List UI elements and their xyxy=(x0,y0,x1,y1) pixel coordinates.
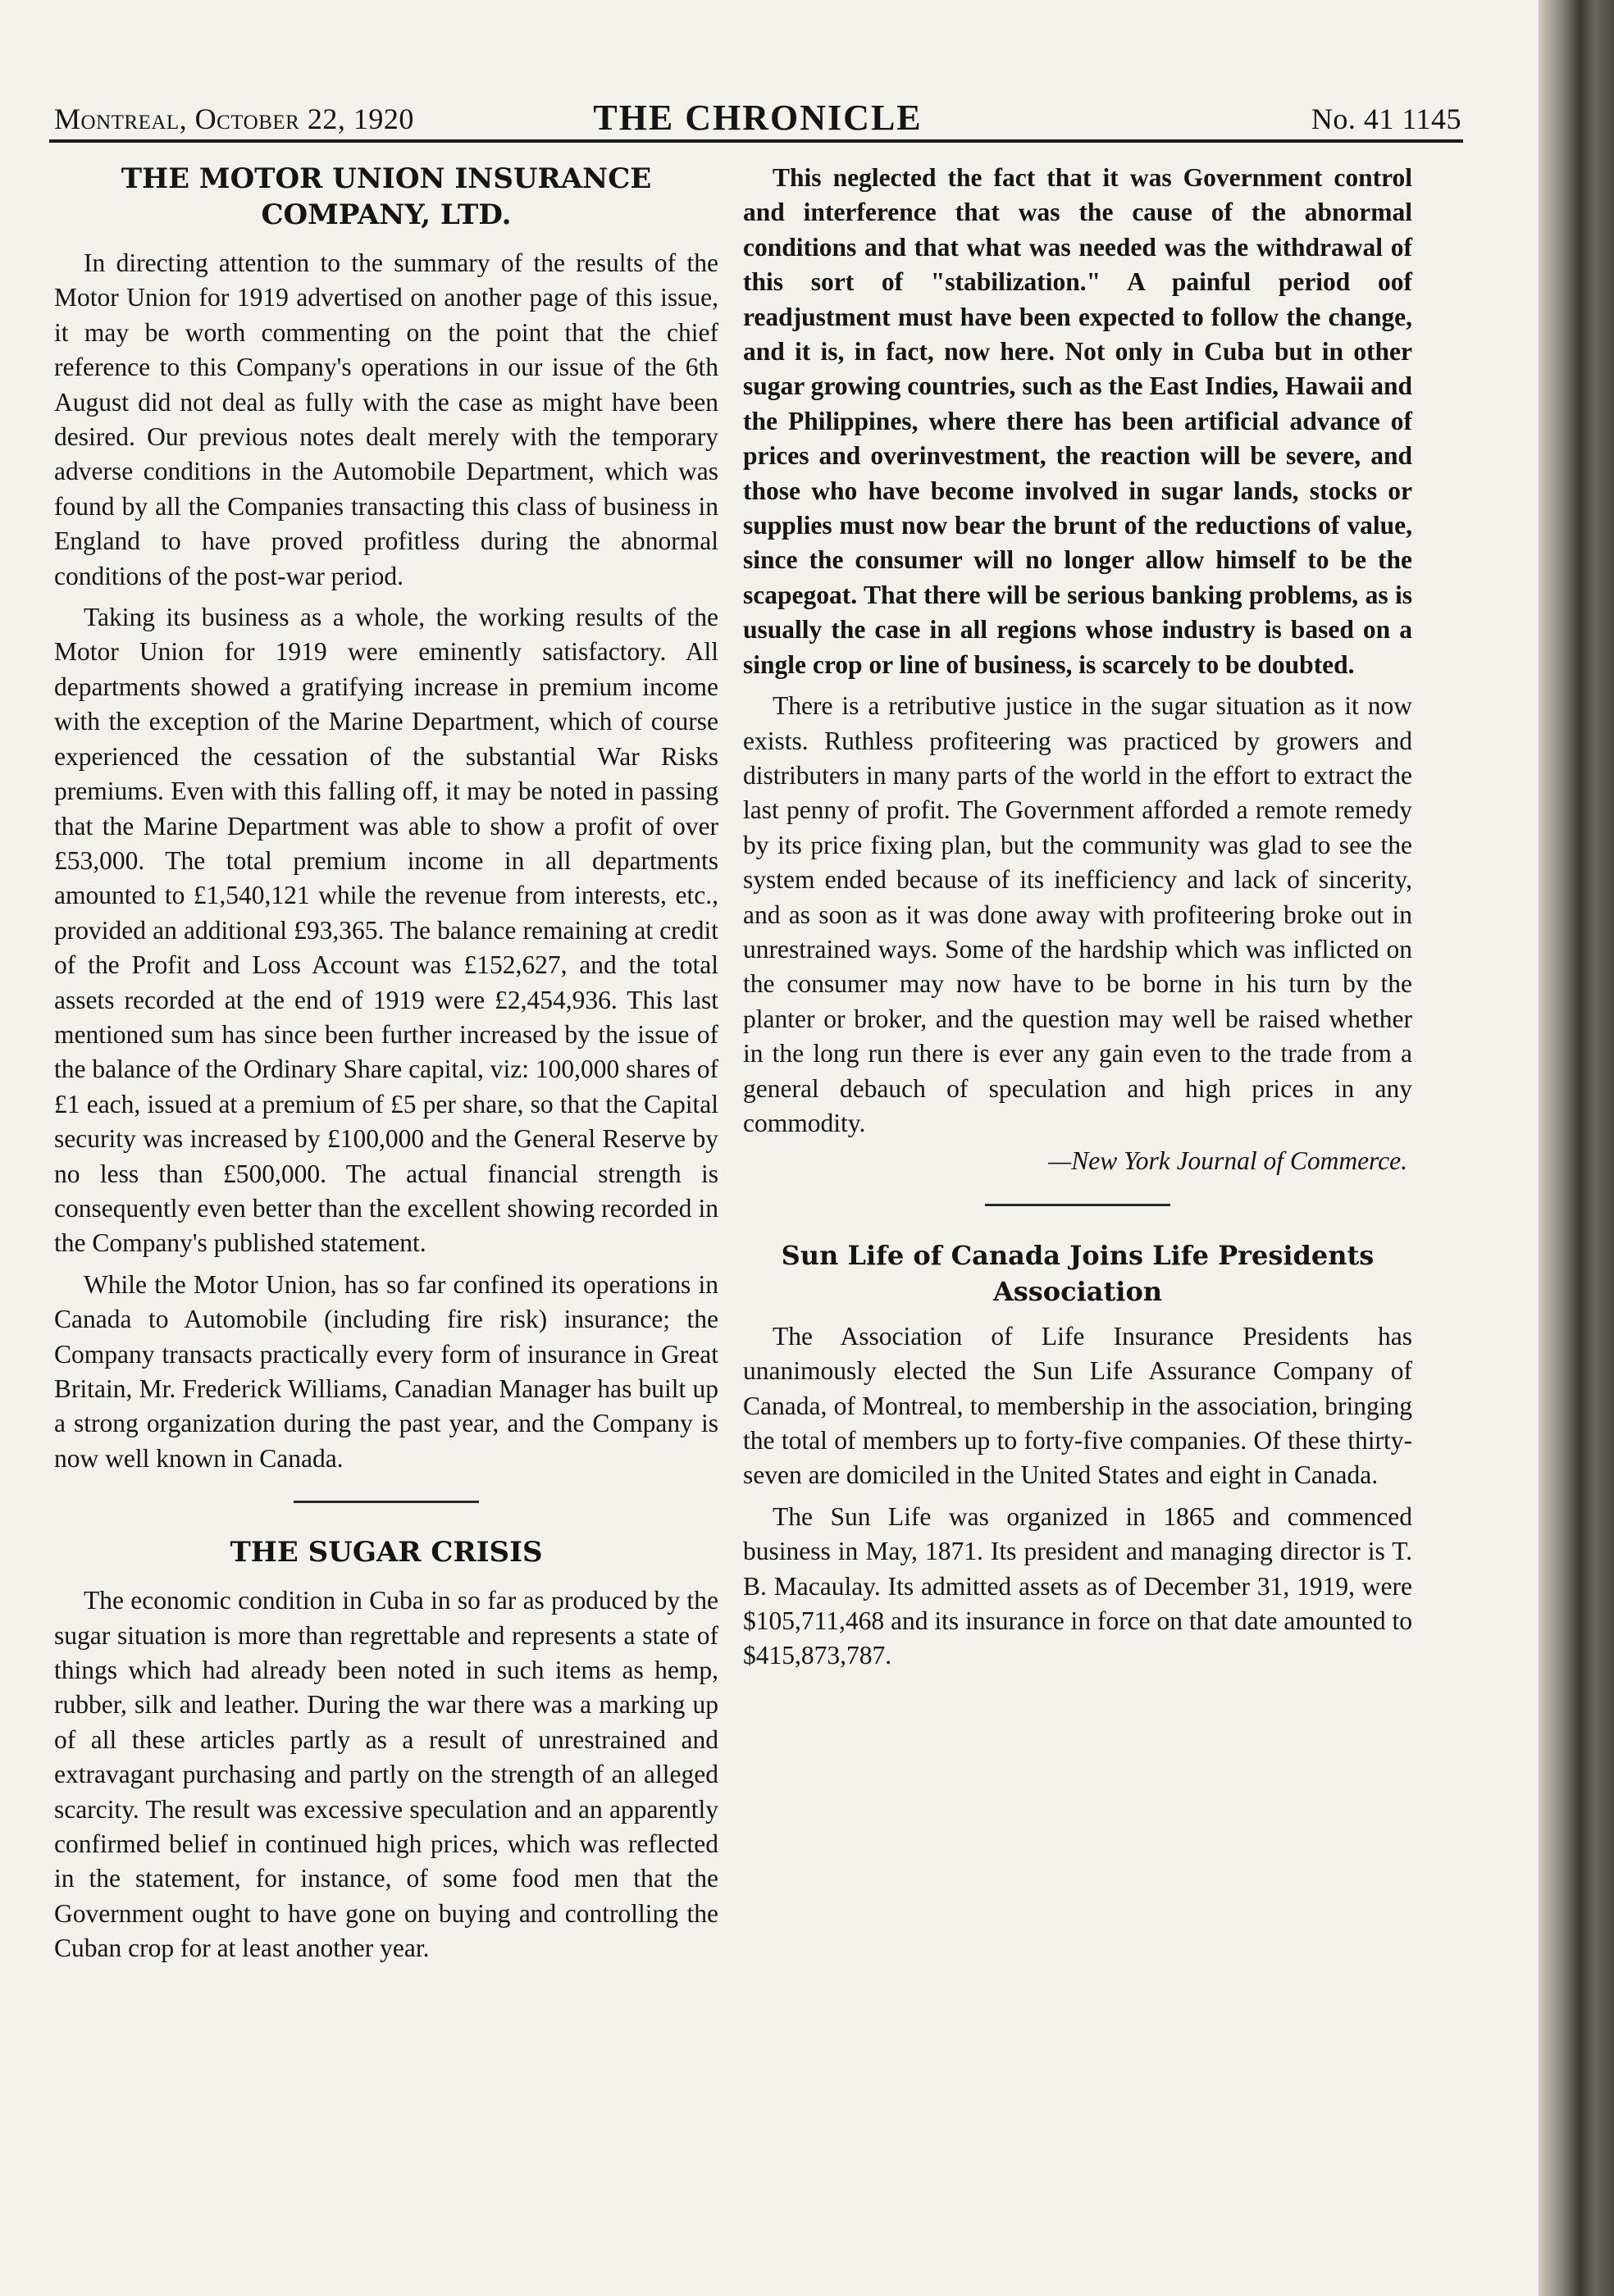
article-attribution: —New York Journal of Commerce. xyxy=(1048,1146,1407,1176)
header-date: Montreal, October 22, 1920 xyxy=(54,102,414,135)
book-binding-edge xyxy=(1539,0,1614,2296)
motor-union-paragraph: In directing attention to the summary of the results of the Motor Union for 1919 advertised on another page of this issue, it may be worth commenting on the point that the chief reference to this Company's operations in our issue of the 6th August did not deal as fully with the case as might have been desired. Our previous notes dealt merely with the temporary adverse conditions in the Automobile Department, which was found by all the Companies transacting this class of business in England to have proved profitless during the abnormal conditions of the post-war period. xyxy=(54,248,718,590)
right-column xyxy=(743,161,1412,1680)
publication-title: THE CHRONICLE xyxy=(593,98,923,138)
article-title-motor-union: THE MOTOR UNION INSURANCE COMPANY, LTD. xyxy=(121,162,652,231)
motor-union-paragraph: While the Motor Union, has so far confined its operations in Canada to Automobile (including fire risk) insurance; the Company transacts practically every form of insurance in Great Britain, Mr. Frederick Williams, Canadian Manager has built up a strong organization during the past year, and the Company is now well known in Canada. xyxy=(54,1269,718,1473)
sugar-crisis-paragraph: There is a retributive justice in the sugar situation as it now exists. Ruthless profiteering was practiced by growers and distributers in many parts of the world in the effort to extract the last penny of profit. The Government afforded a remote remedy by its price fixing plan, but the community was glad to see the system ended because of its inefficiency and lack of sincerity, and as soon as it was done away with profiteering broke out in unrestrained ways. Some of the hardship which was inflicted on the consumer may now have to be borne in his turn by the planter or broker, and the question may well be raised whether in the long run there is ever any gain even to the trade from a general debauch of speculation and high prices in any commodity. xyxy=(743,691,1412,1137)
page-header xyxy=(54,95,1461,144)
sun-life-paragraph: The Association of Life Insurance Presidents has unanimously elected the Sun Life Assurance Company of Canada, of Montreal, to membership in the association, bringing the total of members up to forty-five companies. Of these thirty-seven are domiciled in the United States and eight in Canada. xyxy=(743,1321,1412,1490)
article-separator xyxy=(294,1501,479,1503)
sugar-crisis-paragraph: This neglected the fact that it was Government control and interference that was the cause of the abnormal conditions and that what was needed was the withdrawal of this sort of "stabilization." A painful period oof readjustment must have been expected to follow the change, and it is, in fact, now here. Not only in Cuba but in other sugar growing countries, such as the East Indies, Hawaii and the Philippines, where there has been artificial advance of prices and overinvestment, the reaction will be severe, and those who have become involved in sugar lands, stocks or supplies must now bear the brunt of the reductions of value, since the consumer will no longer allow himself to be the scapegoat. That there will be serious banking problems, as is usually the case in all regions whose industry is based on a single crop or line of business, is scarcely to be doubted. xyxy=(743,163,1412,679)
article-separator xyxy=(985,1204,1170,1206)
motor-union-paragraph: Taking its business as a whole, the working results of the Motor Union for 1919 were eminently satisfactory. All departments showed a gratifying increase in premium income with the exception of the Marine Department, which of course experienced the cessation of the substantial War Risks premiums. Even with this falling off, it may be noted in passing that the Marine Department was able to show a profit of over £53,000. The total premium income in all departments amounted to £1,540,121 while the revenue from interests, etc., provided an additional £93,365. The balance remaining at credit of the Profit and Loss Account was £152,627, and the total assets recorded at the end of 1919 were £2,454,936. This last mentioned sum has since been further increased by the issue of the balance of the Ordinary Share capital, viz: 100,000 shares of £1 each, issued at a premium of £5 per share, so that the Capital security was increased by £100,000 and the General Reserve by no less than £500,000. The actual financial strength is consequently even better than the excellent showing recorded in the Company's published statement. xyxy=(54,603,718,1258)
sun-life-paragraph: The Sun Life was organized in 1865 and commenced business in May, 1871. Its president and managing director is T. B. Macaulay. Its admitted assets as of December 31, 1919, were $105,711,468 and its insurance in force on that date amounted to $415,873,787. xyxy=(743,1501,1412,1670)
article-title-sun-life: Sun Life of Canada Joins Life Presidents Association xyxy=(781,1239,1375,1307)
left-column xyxy=(54,161,718,1973)
header-rule xyxy=(49,139,1463,143)
article-title-sugar-crisis: THE SUGAR CRISIS xyxy=(230,1536,543,1569)
issue-page-number: No. 41 1145 xyxy=(1311,102,1461,135)
sugar-crisis-paragraph: The economic condition in Cuba in so far as produced by the sugar situation is more than regrettable and represents a state of things which had already been noted in such items as hemp, rubber, silk and leather. During the war there was a marking up of all these articles partly as a result of unrestrained and extravagant purchasing and partly on the strength of an alleged scarcity. The result was excessive speculation and an apparently confirmed belief in continued high prices, which was reflected in the statement, for instance, of some food men that the Government ought to have gone on buying and controlling the Cuban crop for at least another year. xyxy=(54,1586,718,1963)
